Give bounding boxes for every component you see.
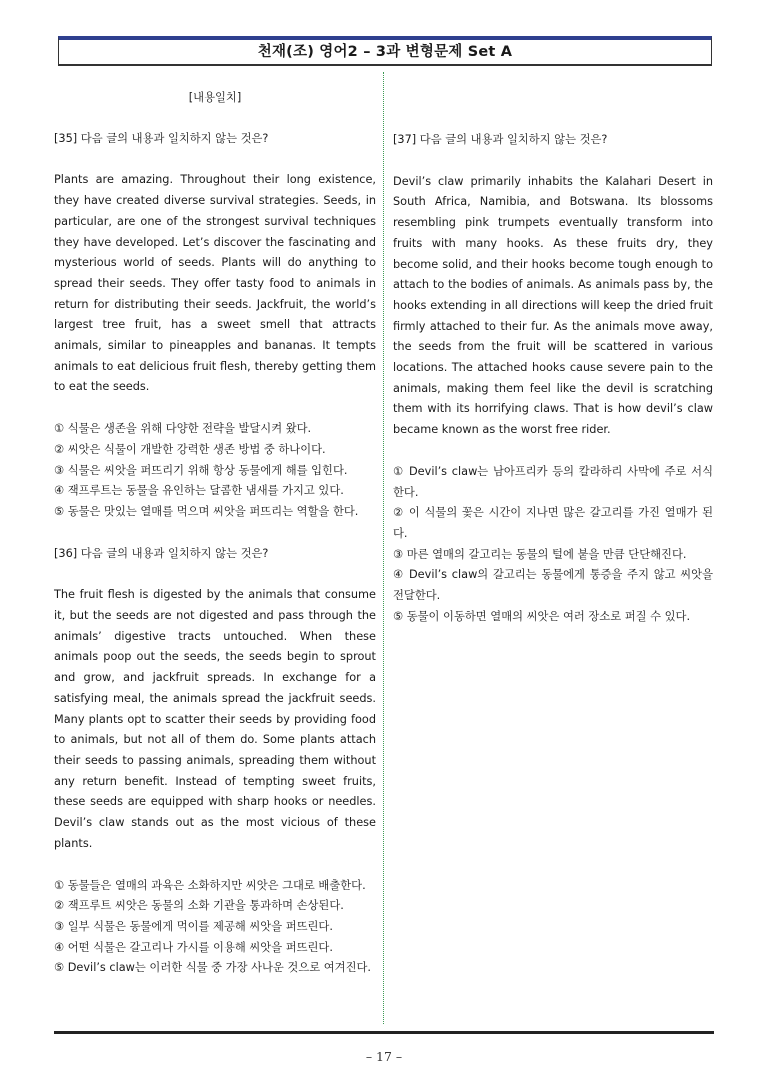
page-title: 천재(조) 영어2 – 3과 변형문제 Set A [58, 36, 712, 66]
question-37-choice: ⑤ 동물이 이동하면 열매의 씨앗은 여러 장소로 퍼질 수 있다. [393, 609, 691, 623]
question-36-choice: ⑤ Devil’s claw는 이러한 식물 중 가장 사나운 것으로 여겨진다. [54, 961, 371, 975]
question-36-choice: ③ 일부 식물은 동물에게 먹이를 제공해 씨앗을 퍼뜨린다. [54, 919, 333, 933]
column-divider [383, 72, 384, 1024]
question-37-choice: ② 이 식물의 꽃은 시간이 지나면 많은 갈고리를 가진 열매가 된다. [393, 506, 713, 540]
left-column [54, 80, 376, 979]
question-35-choice: ① 식물은 생존을 위해 다양한 전략을 발달시켜 왔다. [54, 422, 312, 436]
question-36-prompt: [36] 다음 글의 내용과 일치하지 않는 것은? [54, 546, 269, 560]
footer-rule [54, 1031, 714, 1034]
question-36-choice: ② 잭프루트 씨앗은 동물의 소화 기관을 통과하며 손상된다. [54, 899, 344, 913]
question-35-choice: ③ 식물은 씨앗을 퍼뜨리기 위해 항상 동물에게 해를 입힌다. [54, 463, 348, 477]
question-35-choice: ② 씨앗은 식물이 개발한 강력한 생존 방법 중 하나이다. [54, 442, 326, 456]
right-column [393, 130, 713, 627]
question-37-passage: Devil’s claw primarily inhabits the Kalahari Desert in South Africa, Namibia, and Botswana. Its blossoms resembling pink trumpets eventually transform into fruits with many hooks. As these fruits dry, they become solid, and their hooks become tough enough to attach to the bodies of animals. As animals pass by, the hooks extending in all directions will keep the dried fruit firmly attached to their fur. As the animals move away, the seeds from the fruit will be scattered in various locations. The attached hooks cause severe pain to the animals, making them feel like the devil is scratching them with its horrifying claws. That is how devil’s claw became known as the worst free rider. [393, 174, 713, 437]
question-37-choice: ④ Devil’s claw의 갈고리는 동물에게 통증을 주지 않고 씨앗을 전달한다. [393, 568, 713, 603]
question-36-passage: The fruit flesh is digested by the animals that consume it, but the seeds are not digested and pass through the animals’ digestive tracts untouched. When these animals poop out the seeds, the seeds begin to sprout and grow, and jackfruit spreads. In exchange for a satisfying meal, the animals spread the jackfruit seeds. Many plants opt to scatter their seeds by providing food to animals, but not all of them do. Some plants attach their seeds to passing animals, spreading them without any return benefit. Instead of tempting sweet fruits, these seeds are equipped with sharp hooks or needles. Devil’s claw stands out as the most vicious of these plants. [54, 588, 376, 850]
question-37-prompt: [37] 다음 글의 내용과 일치하지 않는 것은? [393, 133, 608, 146]
question-35-passage: Plants are amazing. Throughout their long existence, they have created diverse survival strategies. Seeds, in particular, are one of the strongest survival techniques they have developed. Let’s discover the fascinating and mysterious world of seeds. Plants will do anything to spread their seeds. They offer tasty food to animals in return for distributing their seeds. Jackfruit, the world’s largest tree fruit, has a sweet smell that attracts animals, similar to pineapples and bananas. It tempts animals to eat delicious fruit flesh, thereby getting them to eat the seeds. [54, 173, 376, 394]
question-37-choice: ① Devil’s claw는 남아프리카 등의 칼라하리 사막에 주로 서식한다. [393, 464, 713, 499]
page-number: – 17 – [365, 1049, 403, 1064]
question-35-choice: ⑤ 동물은 맛있는 열매를 먹으며 씨앗을 퍼뜨리는 역할을 한다. [54, 504, 359, 518]
question-36-choice: ④ 어떤 식물은 갈고리나 가시를 이용해 씨앗을 퍼뜨린다. [54, 940, 333, 954]
question-36-choice: ① 동물들은 열매의 과육은 소화하지만 씨앗은 그대로 배출한다. [54, 878, 366, 892]
question-37-choice: ③ 마른 열매의 갈고리는 동물의 털에 붙을 만큼 단단해진다. [393, 547, 687, 561]
question-35-prompt: [35] 다음 글의 내용과 일치하지 않는 것은? [54, 131, 269, 145]
question-35-choice: ④ 잭프루트는 동물을 유인하는 달콤한 냄새를 가지고 있다. [54, 484, 344, 498]
section-label: [내용일치] [188, 91, 242, 104]
